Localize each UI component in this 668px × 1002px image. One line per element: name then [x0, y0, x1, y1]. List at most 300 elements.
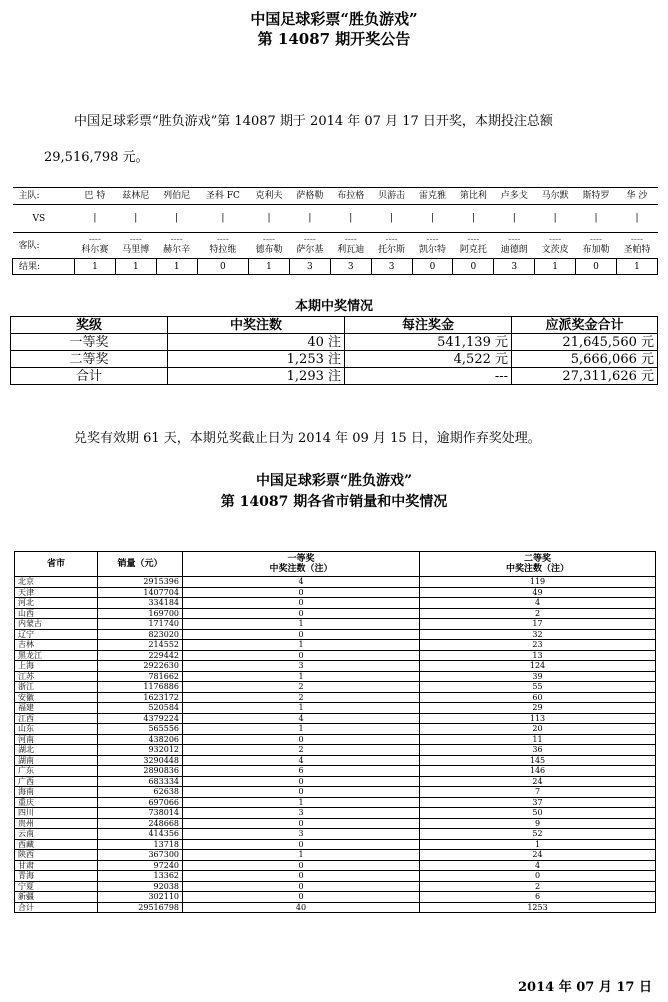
col-second-prize: [420, 552, 656, 577]
province-row: [15, 892, 656, 903]
match-result: 0: [576, 259, 617, 275]
province-second-prize: 6: [420, 892, 656, 903]
vs-mark: |: [308, 213, 312, 223]
province-first-prize: 0: [183, 598, 420, 609]
province-first-prize: 0: [183, 839, 420, 850]
home-team: 华 沙: [616, 188, 657, 205]
province-second-prize: 23: [420, 640, 656, 651]
dash-separator: ----: [549, 235, 562, 245]
validity-notice: 兑奖有效期 61 天，本期兑奖截止日为 2014 年 09 月 15 日，逾期作弃奖处理。: [74, 431, 541, 446]
col-second-prize-label: 二等奖: [523, 554, 551, 564]
province-name: 北京: [15, 577, 98, 588]
province-row: [15, 766, 656, 777]
away-team-name: 赫尔辛: [163, 245, 191, 255]
province-sales: 697066: [98, 797, 183, 808]
province-first-prize: 6: [183, 766, 420, 777]
vs-cell: [156, 205, 197, 233]
col-first-prize-unit: 中奖注数（注）: [269, 564, 333, 574]
province-first-prize: 0: [183, 608, 420, 619]
prize-row: [11, 334, 658, 351]
result-label: 结果:: [13, 259, 75, 275]
province-name: 海南: [15, 787, 98, 798]
vs-mark: |: [134, 213, 138, 223]
province-row: [15, 640, 656, 651]
province-sales: 738014: [98, 808, 183, 819]
province-name: 山西: [15, 608, 98, 619]
province-row: [15, 839, 656, 850]
province-second-prize: 32: [420, 629, 656, 640]
province-second-prize: 36: [420, 745, 656, 756]
away-team: [616, 233, 657, 259]
province-sales: 414356: [98, 829, 183, 840]
prize-header-per-bet: 每注奖金: [345, 317, 512, 334]
prize-count: 1,293 注: [168, 368, 345, 385]
province-sales: 565556: [98, 724, 183, 735]
province-row: [15, 671, 656, 682]
province-table: [14, 551, 656, 913]
province-first-prize: 2: [183, 682, 420, 693]
prize-per-bet: ---: [345, 368, 512, 385]
match-result: 0: [197, 259, 248, 275]
home-team: 克利夫: [249, 188, 290, 205]
province-second-prize: 11: [420, 734, 656, 745]
home-label: 主队:: [13, 188, 75, 205]
home-team: 列伯尼: [156, 188, 197, 205]
province-first-prize: 1: [183, 850, 420, 861]
home-team: 贝游击: [371, 188, 412, 205]
province-name: 河北: [15, 598, 98, 609]
intro-line-1: 中国足球彩票“胜负游戏”第 14087 期于 2014 年 07 月 17 日开奖，本期投注总额: [74, 114, 553, 129]
province-name: 青海: [15, 871, 98, 882]
province-name: 合计: [15, 902, 98, 913]
province-row: [15, 871, 656, 882]
away-team-name: 文茨皮: [541, 245, 569, 255]
dash-separator: ----: [170, 235, 183, 245]
away-team: [371, 233, 412, 259]
province-row: [15, 577, 656, 588]
province-second-prize: 113: [420, 713, 656, 724]
home-team: 雷克雅: [412, 188, 453, 205]
vs-cell: [289, 205, 330, 233]
dash-separator: ----: [88, 235, 102, 245]
province-sales: 4379224: [98, 713, 183, 724]
intro-line-2: 29,516,798 元。: [44, 150, 149, 165]
dash-separator: ----: [630, 235, 644, 245]
away-team-name: 特拉维: [209, 245, 237, 255]
province-second-prize: 50: [420, 808, 656, 819]
province-second-prize: 60: [420, 692, 656, 703]
province-name: 江西: [15, 713, 98, 724]
province-second-prize: 55: [420, 682, 656, 693]
dash-separator: ----: [262, 235, 276, 245]
province-second-prize: 2: [420, 881, 656, 892]
province-row: [15, 587, 656, 598]
prize-count: 1,253 注: [168, 351, 345, 368]
province-first-prize: 2: [183, 692, 420, 703]
province-second-prize: 24: [420, 776, 656, 787]
province-row: [15, 755, 656, 766]
province-second-prize: 0: [420, 871, 656, 882]
dash-separator: ----: [385, 235, 398, 245]
province-sales: 932012: [98, 745, 183, 756]
province-first-prize: 0: [183, 650, 420, 661]
col-province: 省市: [15, 552, 98, 577]
province-name: 上海: [15, 661, 98, 672]
province-first-prize: 0: [183, 892, 420, 903]
province-first-prize: 0: [183, 734, 420, 745]
province-first-prize: 4: [183, 713, 420, 724]
province-name: 贵州: [15, 818, 98, 829]
province-sales: 2915396: [98, 577, 183, 588]
province-name: 广东: [15, 766, 98, 777]
province-second-prize: 9: [420, 818, 656, 829]
match-result: 1: [156, 259, 197, 275]
province-first-prize: 1: [183, 640, 420, 651]
away-team-name: 圣帕特: [623, 245, 651, 255]
province-sales: 520584: [98, 703, 183, 714]
province-first-prize: 3: [183, 808, 420, 819]
province-name: 云南: [15, 829, 98, 840]
away-team: [289, 233, 330, 259]
col-sales: 销量（元）: [98, 552, 183, 577]
vs-cell: [249, 205, 290, 233]
vs-mark: |: [635, 213, 639, 223]
away-team-name: 布加勒: [582, 245, 610, 255]
away-team: [494, 233, 535, 259]
match-result: 0: [412, 259, 453, 275]
vs-mark: |: [349, 213, 353, 223]
match-result: 3: [371, 259, 412, 275]
province-sales: 438206: [98, 734, 183, 745]
prize-total: 21,645,560 元: [512, 334, 658, 351]
province-row: [15, 829, 656, 840]
province-row: [15, 776, 656, 787]
vs-mark: |: [267, 213, 271, 223]
dash-separator: ----: [426, 235, 439, 245]
match-result: 1: [75, 259, 116, 275]
province-name: 广西: [15, 776, 98, 787]
prize-table: [10, 316, 658, 385]
province-row: [15, 745, 656, 756]
away-team: [115, 233, 156, 259]
province-name: 重庆: [15, 797, 98, 808]
province-sales: 92038: [98, 881, 183, 892]
province-name: 陕西: [15, 850, 98, 861]
province-name: 吉林: [15, 640, 98, 651]
home-team: 布拉格: [330, 188, 371, 205]
province-sales: 1407704: [98, 587, 183, 598]
province-sales: 683334: [98, 776, 183, 787]
prize-level: 合计: [11, 368, 168, 385]
province-sales: 248668: [98, 818, 183, 829]
province-row: [15, 598, 656, 609]
province-row: [15, 787, 656, 798]
province-sales: 367300: [98, 850, 183, 861]
home-team: 马尔默: [535, 188, 576, 205]
dash-separator: ----: [467, 235, 480, 245]
province-row: [15, 818, 656, 829]
page-title: 中国足球彩票“胜负游戏”: [250, 10, 418, 28]
province-sales: 3290448: [98, 755, 183, 766]
away-team-name: 托尔斯: [378, 245, 406, 255]
vs-mark: |: [175, 213, 179, 223]
province-second-prize: 52: [420, 829, 656, 840]
province-second-prize: 49: [420, 587, 656, 598]
province-row: [15, 797, 656, 808]
province-row: [15, 692, 656, 703]
vs-mark: |: [553, 213, 557, 223]
province-name: 河南: [15, 734, 98, 745]
dash-separator: ----: [216, 235, 229, 245]
prize-header-total: 应派奖金合计: [512, 317, 658, 334]
province-sales: 62638: [98, 787, 183, 798]
prize-level: 一等奖: [11, 334, 168, 351]
province-row: [15, 902, 656, 913]
away-team-name: 萨尔基: [296, 245, 324, 255]
province-first-prize: 0: [183, 776, 420, 787]
match-result: 1: [616, 259, 657, 275]
match-result: 1: [115, 259, 156, 275]
home-team: 巴 特: [75, 188, 116, 205]
province-second-prize: 1: [420, 839, 656, 850]
match-result: 1: [535, 259, 576, 275]
vs-cell: [371, 205, 412, 233]
vs-mark: |: [221, 213, 225, 223]
home-team: 第比利: [453, 188, 494, 205]
col-first-prize-label: 一等奖: [287, 554, 315, 564]
province-name: 西藏: [15, 839, 98, 850]
province-name: 湖北: [15, 745, 98, 756]
footer-date: 2014 年 07 月 17 日: [518, 980, 652, 995]
away-team-name: 迪德朗: [500, 245, 528, 255]
province-row: [15, 661, 656, 672]
match-result: 0: [453, 259, 494, 275]
vs-cell: [412, 205, 453, 233]
province-first-prize: 40: [183, 902, 420, 913]
province-second-prize: 29: [420, 703, 656, 714]
province-second-prize: 119: [420, 577, 656, 588]
prize-level: 二等奖: [11, 351, 168, 368]
vs-mark: |: [512, 213, 516, 223]
province-sales: 2922630: [98, 661, 183, 672]
home-team: 萨格勒: [289, 188, 330, 205]
vs-cell: [616, 205, 657, 233]
away-team: [453, 233, 494, 259]
province-second-prize: 4: [420, 598, 656, 609]
vs-cell: [453, 205, 494, 233]
province-row: [15, 629, 656, 640]
province-second-prize: 7: [420, 787, 656, 798]
dash-separator: ----: [344, 235, 357, 245]
province-first-prize: 1: [183, 724, 420, 735]
province-name: 浙江: [15, 682, 98, 693]
away-team: [197, 233, 248, 259]
province-first-prize: 1: [183, 671, 420, 682]
away-team: [75, 233, 116, 259]
province-second-prize: 4: [420, 860, 656, 871]
province-row: [15, 650, 656, 661]
home-team: 圣科 FC: [197, 188, 248, 205]
province-sales: 29516798: [98, 902, 183, 913]
province-name: 宁夏: [15, 881, 98, 892]
prize-header-level: 奖级: [11, 317, 168, 334]
province-first-prize: 4: [183, 755, 420, 766]
away-team: [412, 233, 453, 259]
vs-cell: [576, 205, 617, 233]
prize-row: [11, 351, 658, 368]
vs-mark: |: [430, 213, 435, 223]
province-first-prize: 1: [183, 797, 420, 808]
dash-separator: ----: [589, 235, 603, 245]
province-second-prize: 145: [420, 755, 656, 766]
home-team: 兹林尼: [115, 188, 156, 205]
province-sales: 13718: [98, 839, 183, 850]
province-sales: 169700: [98, 608, 183, 619]
match-result: 3: [330, 259, 371, 275]
prize-per-bet: 4,522 元: [345, 351, 512, 368]
away-team-name: 阿克托: [459, 245, 487, 255]
province-second-prize: 2: [420, 608, 656, 619]
province-row: [15, 808, 656, 819]
province-name: 黑龙江: [15, 650, 98, 661]
away-team: [535, 233, 576, 259]
issue-title: 第 14087 期开奖公告: [257, 30, 411, 48]
province-row: [15, 619, 656, 630]
province-first-prize: 2: [183, 745, 420, 756]
prize-section-title: 本期中奖情况: [294, 299, 373, 314]
province-second-prize: 1253: [420, 902, 656, 913]
province-sales: 97240: [98, 860, 183, 871]
vs-cell: [535, 205, 576, 233]
province-name: 内蒙古: [15, 619, 98, 630]
away-team: [576, 233, 617, 259]
province-row: [15, 682, 656, 693]
province-sales: 171740: [98, 619, 183, 630]
vs-cell: [330, 205, 371, 233]
away-team: [156, 233, 197, 259]
province-name: 福建: [15, 703, 98, 714]
province-name: 新疆: [15, 892, 98, 903]
province-first-prize: 0: [183, 881, 420, 892]
away-team: [249, 233, 290, 259]
province-second-prize: 24: [420, 850, 656, 861]
away-team-name: 科尔赛: [81, 245, 109, 255]
vs-mark: |: [594, 213, 598, 223]
province-sales: 13362: [98, 871, 183, 882]
province-name: 甘肃: [15, 860, 98, 871]
province-first-prize: 3: [183, 661, 420, 672]
prize-row: [11, 368, 658, 385]
province-row: [15, 724, 656, 735]
away-team: [330, 233, 371, 259]
home-team: 卢多戈: [494, 188, 535, 205]
province-first-prize: 0: [183, 587, 420, 598]
away-team-name: 德布勒: [255, 245, 283, 255]
province-second-prize: 146: [420, 766, 656, 777]
vs-cell: [115, 205, 156, 233]
province-name: 湖南: [15, 755, 98, 766]
province-first-prize: 0: [183, 871, 420, 882]
away-team-name: 利瓦迪: [337, 245, 365, 255]
province-first-prize: 0: [183, 818, 420, 829]
dash-separator: ----: [129, 235, 142, 245]
vs-cell: [197, 205, 248, 233]
province-title-1: 中国足球彩票“胜负游戏”: [255, 473, 413, 489]
province-sales: 781662: [98, 671, 183, 682]
prize-total: 5,666,066 元: [512, 351, 658, 368]
vs-cell: [494, 205, 535, 233]
away-label: 客队:: [13, 233, 75, 259]
province-name: 安徽: [15, 692, 98, 703]
prize-total: 27,311,626 元: [512, 368, 658, 385]
province-first-prize: 1: [183, 703, 420, 714]
province-second-prize: 124: [420, 661, 656, 672]
match-result: 3: [289, 259, 330, 275]
province-first-prize: 0: [183, 787, 420, 798]
province-sales: 2890836: [98, 766, 183, 777]
vs-mark: |: [471, 213, 475, 223]
prize-count: 40 注: [168, 334, 345, 351]
province-row: [15, 850, 656, 861]
match-result: 1: [249, 259, 290, 275]
province-row: [15, 713, 656, 724]
province-name: 天津: [15, 587, 98, 598]
province-first-prize: 1: [183, 619, 420, 630]
prize-header-count: 中奖注数: [168, 317, 345, 334]
away-team-name: 马里博: [122, 245, 150, 255]
col-first-prize: [183, 552, 420, 577]
province-name: 江苏: [15, 671, 98, 682]
province-row: [15, 703, 656, 714]
province-sales: 823020: [98, 629, 183, 640]
province-name: 四川: [15, 808, 98, 819]
province-row: [15, 860, 656, 871]
province-name: 山东: [15, 724, 98, 735]
province-row: [15, 881, 656, 892]
vs-mark: |: [390, 213, 394, 223]
province-sales: 302110: [98, 892, 183, 903]
province-sales: 229442: [98, 650, 183, 661]
vs-cell: [75, 205, 116, 233]
province-first-prize: 3: [183, 829, 420, 840]
province-second-prize: 20: [420, 724, 656, 735]
vs-label: VS: [13, 205, 75, 233]
province-first-prize: 0: [183, 629, 420, 640]
province-title-2: 第 14087 期各省市销量和中奖情况: [220, 494, 448, 510]
match-table: [12, 187, 658, 275]
prize-per-bet: 541,139 元: [345, 334, 512, 351]
away-team-name: 凯尔特: [419, 245, 447, 255]
province-second-prize: 39: [420, 671, 656, 682]
col-second-prize-unit: 中奖注数（注）: [505, 564, 569, 574]
vs-mark: |: [93, 213, 97, 223]
match-result: 3: [494, 259, 535, 275]
province-second-prize: 37: [420, 797, 656, 808]
province-name: 辽宁: [15, 629, 98, 640]
province-second-prize: 17: [420, 619, 656, 630]
province-row: [15, 608, 656, 619]
province-row: [15, 734, 656, 745]
province-first-prize: 0: [183, 860, 420, 871]
home-team: 斯特罗: [576, 188, 617, 205]
province-sales: 214552: [98, 640, 183, 651]
province-sales: 334184: [98, 598, 183, 609]
dash-separator: ----: [508, 235, 521, 245]
dash-separator: ----: [303, 235, 316, 245]
province-sales: 1176886: [98, 682, 183, 693]
province-sales: 1623172: [98, 692, 183, 703]
province-first-prize: 4: [183, 577, 420, 588]
